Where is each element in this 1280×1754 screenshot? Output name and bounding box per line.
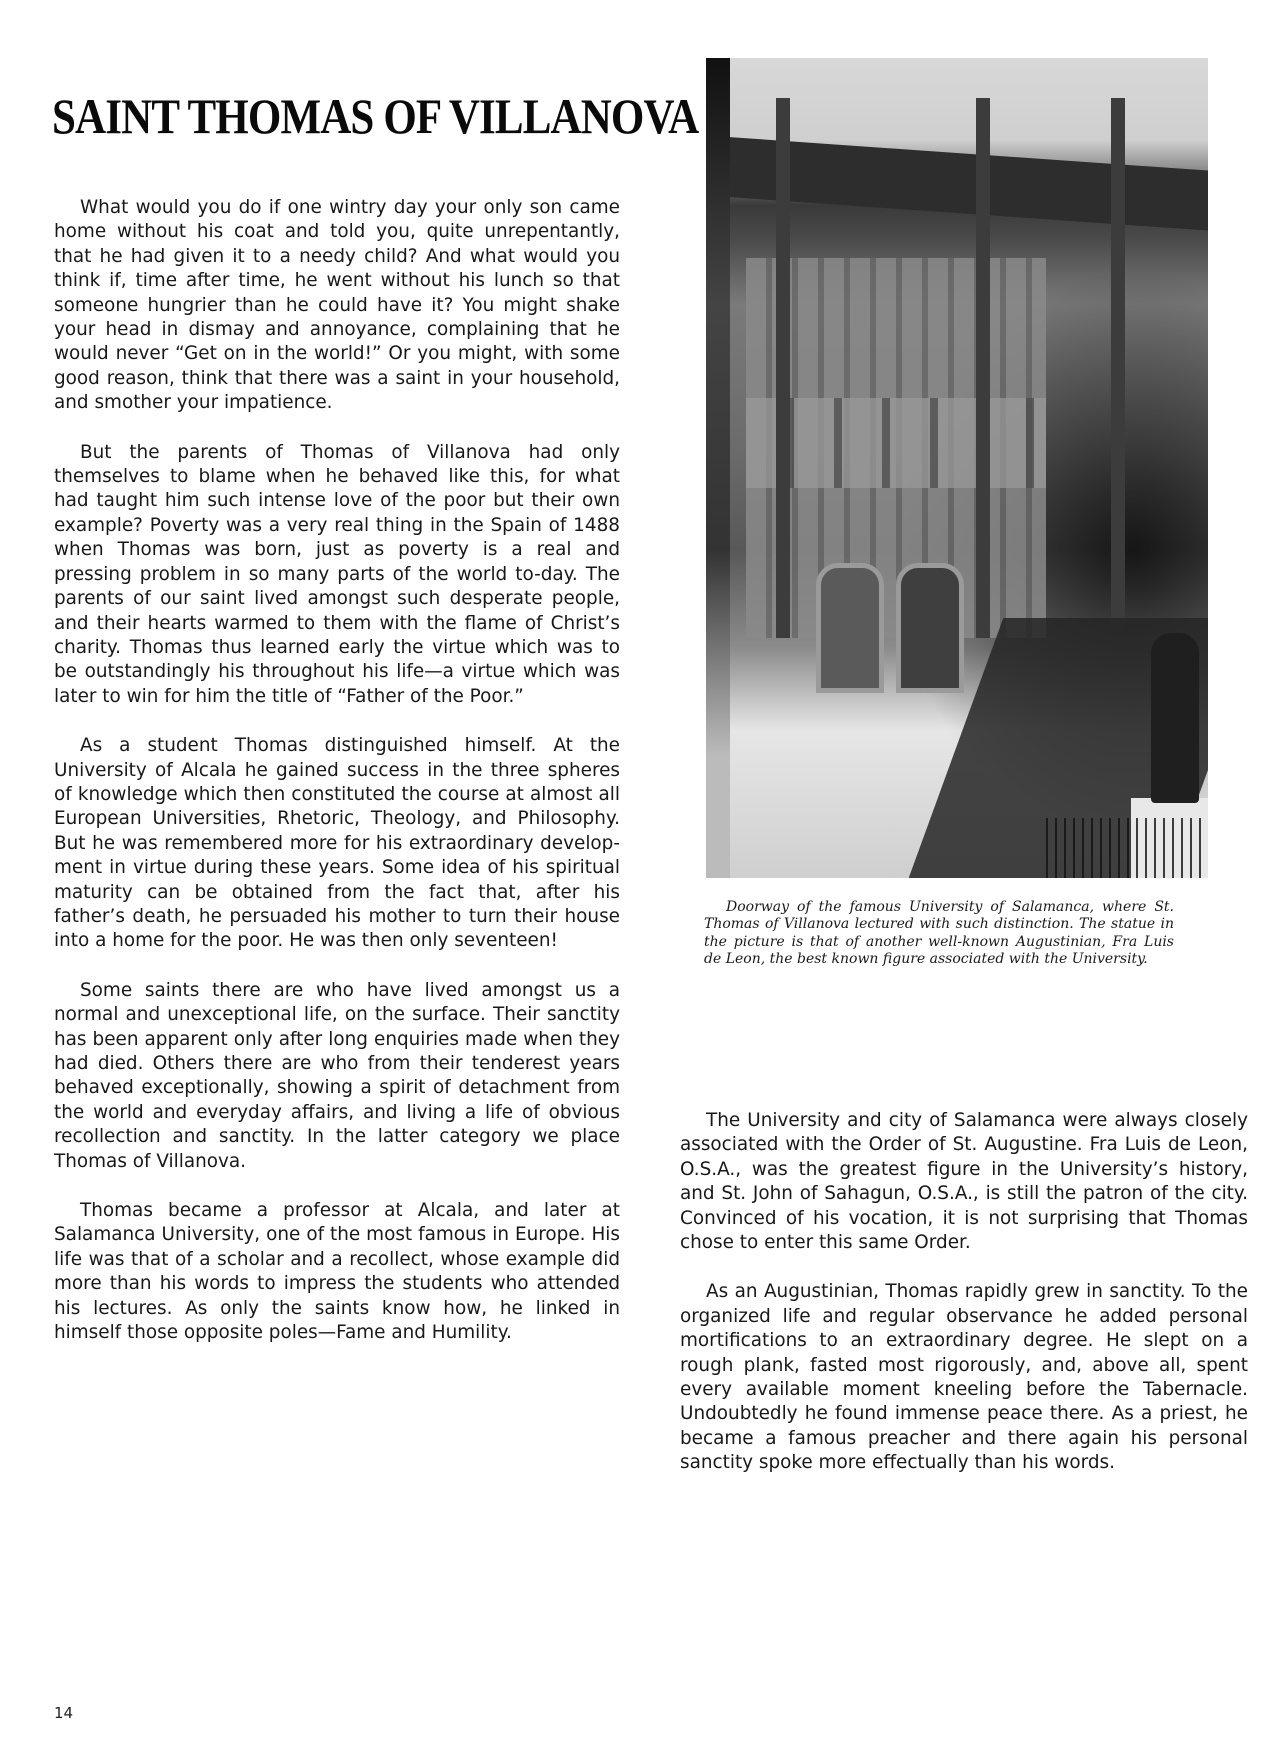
photo-railing	[1046, 818, 1208, 878]
photo-pinnacle	[1111, 98, 1125, 638]
paragraph: As an Augustinian, Thomas rapidly grew in sanctity. To the organized life and regular observance he added personal mortifications to an extraordinary degree. He slept on a rough plank, fasted most rigorously, and, above all, spent every available moment kneeling before the Tabernacle. Undoubtedly he found immense peace there. As a priest, he became a famous preacher and there again his personal sanctity spoke more effectually than his words.	[680, 1281, 1248, 1474]
paragraph: Thomas became a professor at Alcala, and later at Salamanca University, one of the most famous in Europe. His life was that of a scholar and a recollect, whose example did more than his words to impress the students who attended his lectures. As only the saints know how, he linked in himself those opposite poles—Fame and Humility.	[54, 1200, 620, 1344]
paragraph: But the parents of Thomas of Villanova had only themselves to blame when he behaved like this, for what had taught him such intense love of the poor but their own example? Poverty was a very real thing in the Spain of 1488 when Thomas was born, just as poverty is a real and pressing problem in so many parts of the world to-day. The parents of our saint lived amongst such desperate people, and their hearts warmed to them with the flame of Christ’s charity. Thomas thus learned early the virtue which was to be outstandingly his throughout his life—a virtue which was later to win for him the title of “Father of the Poor.”	[54, 441, 620, 707]
paragraph: What would you do if one wintry day your only son came home without his coat and told you, quite unrepentantly, that he had given it to a needy child? And what would you think if, time after time, he went without his lunch so that someone hungrier than he could have it? You might shake your head in dismay and annoyance, complaining that he would never “Get on in the world!” Or you might, with some good reason, think that there was a saint in your household, and smother your impatience.	[54, 197, 620, 414]
photo-panels	[746, 398, 1046, 488]
photo-statue	[1151, 633, 1199, 803]
photo-pinnacle	[776, 98, 790, 638]
right-text-column	[680, 1109, 1248, 1501]
left-text-column	[54, 196, 620, 1370]
photo-edge-shade	[706, 58, 730, 878]
photo-door-right	[896, 563, 964, 693]
paragraph: As a student Thomas distinguished himself. At the University of Alcala he gained success in the three spheres of knowledge which then constituted the course at almost all European Universities, Rhetoric, Theology, and Philosophy. But he was remembered more for his extraordinary development in virtue during these years. Some idea of his spiritual maturity can be obtained from the fact that, after his father’s death, he persuaded his mother to turn their house into a home for the poor. He was then only seventeen!	[54, 735, 620, 952]
caption-text: Doorway of the famous University of Salamanca, where St. Thomas of Villanova lectured with such distinction. The statue in the picture is that of another well-known Augustinian, Fra Luis de Leon, the best known figure associated with the University.	[704, 899, 1174, 967]
paragraph: The University and city of Salamanca were always closely associated with the Order of St. Augustine. Fra Luis de Leon, O.S.A., was the greatest figure in the University’s history, and St. John of Sahagun, O.S.A., is still the patron of the city. Convinced of his vocation, it is not surprising that Thomas chose to enter this same Order.	[680, 1110, 1248, 1254]
salamanca-doorway-photo	[706, 58, 1208, 878]
photo-caption	[704, 899, 1174, 968]
photo-pinnacle	[976, 98, 990, 638]
page-number: 14	[54, 1704, 74, 1722]
photo-door-left	[816, 563, 884, 693]
paragraph: Some saints there are who have lived amongst us a normal and unexceptional life, on the surface. Their sanctity has been apparent only after long enquiries made when they had died. Others there are who from their tenderest years behaved exceptionally, showing a spirit of detachment from the world and everyday affairs, and living a life of obvious recollection and sanctity. In the latter category we place Thomas of Villanova.	[54, 979, 620, 1172]
article-title: SAINT THOMAS OF VILLANOVA	[52, 87, 699, 144]
